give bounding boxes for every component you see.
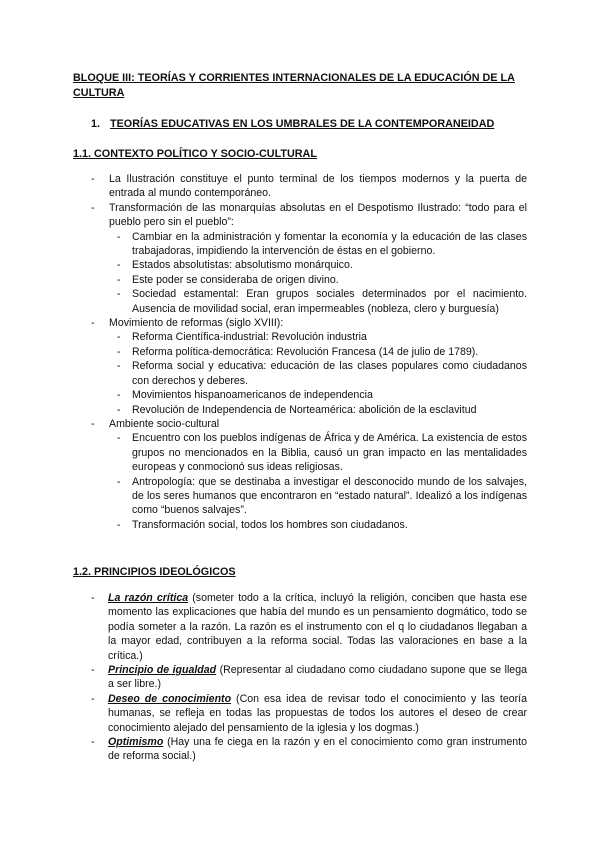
sublist-item-text: Antropología: que se destinaba a investigar el desconocido mundo de los salvajes, de los seres humanos que encontraron en “estado natural”. Idealizó a los indígenas como “buenos salvajes”. (132, 475, 527, 517)
bullet-dash: - (91, 664, 95, 677)
principle-term: Deseo de conocimiento (108, 692, 232, 705)
principles-list (85, 591, 527, 764)
document-title: BLOQUE III: TEORÍAS Y CORRIENTES INTERNACIONALES DE LA EDUCACIÓN DE LA CULTURA (73, 72, 515, 99)
sublist-item (117, 431, 527, 474)
list-item (85, 735, 527, 764)
bullet-dash: - (117, 288, 121, 301)
principle-text: (Con esa idea de revisar todo el conocimiento y las teoría humanas, se refleja en todas las propuestas de todos los autores el deseo de crear conocimiento alejado del pensamiento de la iglesia y los dogmas.) (108, 692, 527, 734)
bullet-dash: - (117, 432, 121, 445)
sublist-item-text: Este poder se consideraba de origen divino. (132, 273, 339, 286)
principle-text: (someter todo a la crítica, incluyó la religión, conciben que hasta ese momento las explicaciones que había del mundo es un pensamiento dogmático, todo se podía someter a la razón. La razón es el instrumento con el q lo ciudadanos llegaban a la mayor edad, contribuyen a la reforma social. Todas las valoraciones en base a la crítica.) (108, 592, 528, 662)
sublist-item-text: Encuentro con los pueblos indígenas de África y de América. La existencia de estos grupos no mencionados en la Biblia, causó un gran impacto en las mentalidades europeas y conmocionó sus ideas religiosas. (132, 432, 527, 474)
section-heading (91, 117, 494, 131)
sublist-item (117, 230, 527, 259)
section-title: TEORÍAS EDUCATIVAS EN LOS UMBRALES DE LA CONTEMPORANEIDAD (110, 118, 495, 130)
list-item (85, 591, 527, 663)
principle-term: La razón crítica (108, 592, 189, 604)
bullet-dash: - (91, 317, 95, 330)
sublist-item-text: Reforma política-democrática: Revolución Francesa (14 de julio de 1789). (132, 345, 479, 358)
subsection-heading-2: 1.2. PRINCIPIOS IDEOLÓGICOS (73, 566, 236, 578)
sublist-item-text: Reforma social y educativa: educación de las clases populares como ciudadanos con derechos y deberes. (132, 360, 527, 387)
bullet-dash: - (91, 692, 95, 705)
sublist-item (117, 403, 527, 417)
bullet-dash: - (117, 273, 121, 286)
list-item (85, 316, 527, 330)
bullet-dash: - (117, 403, 121, 416)
bullet-dash: - (91, 592, 95, 604)
bullet-dash: - (117, 475, 121, 488)
list-item (85, 663, 527, 692)
sublist-item-text: Movimientos hispanoamericanos de independencia (132, 389, 373, 402)
sublist-item-text: Estados absolutistas: absolutismo monárquico. (132, 259, 353, 272)
list-item (85, 201, 527, 230)
list-item-text: Transformación de las monarquías absolutas en el Despotismo Ilustrado: “todo para el pueblo pero sin el pueblo”: (109, 201, 527, 229)
sublist-item-text: Sociedad estamental: Eran grupos sociales determinados por el nacimiento. Ausencia de movilidad social, eran impermeables (nobleza, clero y burguesía) (132, 288, 527, 315)
bullet-dash: - (117, 389, 121, 402)
sublist-item-text: Revolución de Independencia de Norteamérica: abolición de la esclavitud (132, 403, 477, 416)
bullet-dash: - (117, 331, 121, 344)
principle-text: (Hay una fe ciega en la razón y en el conocimiento como gran instrumento de reforma social.) (108, 736, 527, 763)
sublist-item-text: Reforma Científica-industrial: Revolución industria (132, 331, 367, 344)
list-item (85, 417, 527, 431)
list-item-text: Ambiente socio-cultural (109, 417, 220, 430)
list-item (85, 692, 527, 735)
subsection-heading-1: 1.1. CONTEXTO POLÍTICO Y SOCIO-CULTURAL (73, 148, 317, 160)
sublist (117, 230, 527, 316)
sublist-item (117, 388, 527, 402)
bullet-dash: - (117, 345, 121, 358)
bullet-dash: - (117, 259, 121, 272)
sublist-item (117, 359, 527, 388)
principle-term: Optimismo (108, 736, 164, 749)
principle-text: (Representar al ciudadano como ciudadano supone que se llega a ser libre.) (108, 664, 527, 691)
sublist (117, 330, 527, 416)
bullet-dash: - (117, 518, 121, 531)
sublist-item (117, 258, 527, 272)
list-item (85, 172, 527, 201)
section-number: 1. (91, 118, 101, 130)
bullet-dash: - (91, 173, 95, 185)
list-item-text: Movimiento de reformas (siglo XVIII): (109, 317, 284, 330)
list-item-text: La Ilustración constituye el punto terminal de los tiempos modernos y la puerta de entrada al mundo contemporáneo. (109, 173, 527, 200)
sublist-item (117, 287, 527, 316)
sublist-item (117, 518, 527, 532)
sublist-item (117, 273, 527, 287)
sublist (117, 431, 527, 532)
context-list (85, 172, 527, 532)
principle-term: Principio de igualdad (108, 664, 217, 677)
bullet-dash: - (91, 417, 95, 430)
sublist-item-text: Cambiar en la administración y fomentar la economía y la educación de las clases trabajadoras, impidiendo la intervención de éstas en el gobierno. (132, 230, 527, 258)
sublist-item (117, 345, 527, 359)
bullet-dash: - (91, 201, 95, 214)
bullet-dash: - (91, 736, 95, 749)
bullet-dash: - (117, 360, 121, 373)
bullet-dash: - (117, 230, 121, 243)
sublist-item (117, 330, 527, 344)
sublist-item (117, 475, 527, 518)
sublist-item-text: Transformación social, todos los hombres son ciudadanos. (132, 518, 408, 531)
